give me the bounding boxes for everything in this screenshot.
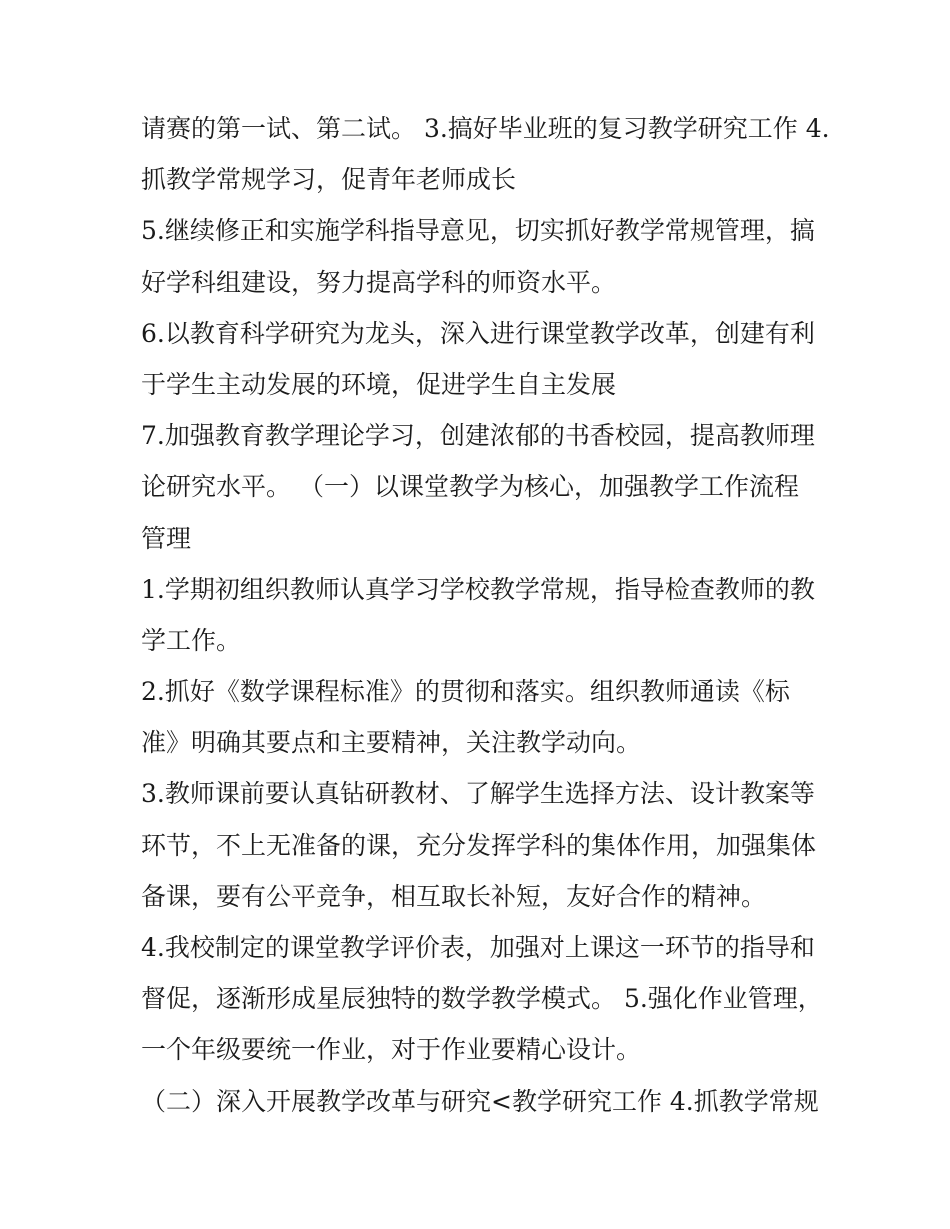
body-text xyxy=(141,103,830,1127)
text-line: 于学生主动发展的环境，促进学生自主发展 xyxy=(141,369,617,399)
text-line: （二）深入开展教学改革与研究<教学研究工作 4.抓教学常规 xyxy=(141,1086,819,1116)
text-line: 备课，要有公平竞争，相互取长补短，友好合作的精神。 xyxy=(141,881,767,911)
text-line: 学工作。 xyxy=(141,625,242,655)
text-line: 准》明确其要点和主要精神，关注教学动向。 xyxy=(141,728,642,758)
text-line: 抓教学常规学习，促青年老师成长 xyxy=(141,165,517,195)
text-line: 管理 xyxy=(141,523,192,553)
text-line: 5.继续修正和实施学科指导意见，切实抓好教学常规管理，搞 xyxy=(141,216,815,246)
text-line: 2.抓好《数学课程标准》的贯彻和落实。组织教师通读《标 xyxy=(141,677,790,707)
text-line: 论研究水平。 （一）以课堂教学为核心，加强教学工作流程 xyxy=(141,472,799,502)
text-line: 督促，逐渐形成星辰独特的数学教学模式。 5.强化作业管理， xyxy=(141,984,823,1014)
text-line: 4.我校制定的课堂教学评价表，加强对上课这一环节的指导和 xyxy=(141,933,815,962)
text-line: 好学科组建设，努力提高学科的师资水平。 xyxy=(141,267,617,297)
text-line: 一个年级要统一作业，对于作业要精心设计。 xyxy=(141,1035,642,1065)
text-line: 6.以教育科学研究为龙头，深入进行课堂教学改革，创建有利 xyxy=(141,318,815,348)
text-line: 请赛的第一试、第二试。 3.搞好毕业班的复习教学研究工作 4. xyxy=(141,114,830,143)
text-line: 7.加强教育教学理论学习，创建浓郁的书香校园，提高教师理 xyxy=(141,421,815,451)
text-line: 环节，不上无准备的课，充分发挥学科的集体作用，加强集体 xyxy=(141,830,817,860)
text-line: 1.学期初组织教师认真学习学校教学常规，指导检查教师的教 xyxy=(141,574,815,604)
text-line: 3.教师课前要认真钻研教材、了解学生选择方法、设计教案等 xyxy=(141,779,815,809)
